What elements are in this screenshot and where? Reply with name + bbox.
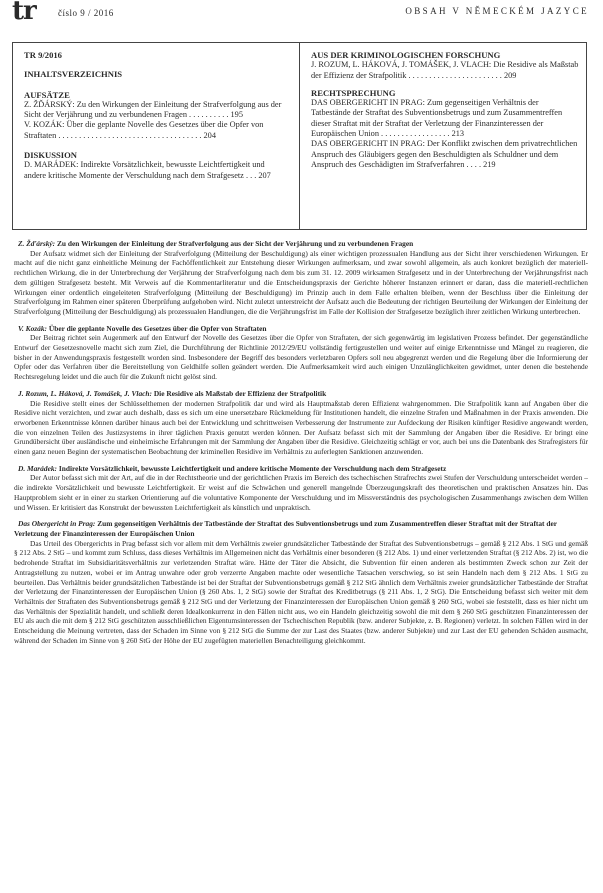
toc-entry: DAS OBERGERICHT IN PRAG: Der Konflikt zwischen dem privatrechtlichen Anspruch des Gläubigers gegen den Beschuldigten als Schuldner und dem Anspruch des Geschädigten im Strafverfahren . . . . 219 — [311, 139, 578, 169]
toc-entry: J. ROZUM, L. HÁKOVÁ, J. TOMÁŠEK, J. VLACH: Die Residive als Maßstab der Effizienz der Strafpolitik . . . . . . . . . . . . . . . . . . . . . . . 209 — [311, 60, 579, 80]
toc-left-column — [24, 50, 288, 181]
article-title — [14, 324, 588, 334]
article-author: Das Obergericht in Prag: — [18, 519, 96, 529]
article-title — [14, 519, 588, 538]
article-summaries — [14, 239, 588, 652]
toc-entry: Z. ŽĎÁRSKÝ: Zu den Wirkungen der Einleitung der Strafverfolgung aus der Sicht der Verjährung und zu verbundenen Fragen . . . . . . . . . . 195 — [24, 99, 282, 120]
toc-issue-id: TR 9/2016 — [24, 50, 62, 60]
article-title — [14, 464, 588, 474]
page-header — [0, 0, 603, 26]
issue-number: číslo 9 / 2016 — [58, 8, 114, 18]
toc-right-column — [311, 50, 579, 170]
article-author: D. Marádek: — [18, 463, 58, 473]
article-title-text: Indirekte Vorsätzlichkeit, bewusste Leichtfertigkeit und andere kritische Momente der Verschuldung nach dem Strafgesetz — [57, 463, 447, 473]
article-author: Z. Žďárský: — [18, 239, 56, 248]
article-title-text: Zu den Wirkungen der Einleitung der Strafverfolgung aus der Sicht der Verjährung und zu verbundenen Fragen — [55, 239, 414, 248]
toc-heading: INHALTSVERZEICHNIS — [24, 69, 123, 80]
article-author: V. Kozák: — [18, 323, 48, 333]
section-title: OBSAH V NĚMECKÉM JAZYCE — [405, 6, 589, 16]
article-title — [14, 239, 588, 249]
article-author: J. Rozum, L. Háková, J. Tomášek, J. Vlach: — [18, 388, 152, 398]
article-title — [14, 389, 588, 399]
toc-section-diskussion: DISKUSSION — [24, 150, 78, 161]
article-abstract: Das Urteil des Obergerichts in Prag befasst sich vor allem mit dem Verhältnis zweier grundsätzlicher Tatbestände der Straftat des Subventionsbetrugs – gemäß § 212 Abs. 1 StG und gemäß § 212 Abs. 2 StG – und kommt zum Schluss, dass dieses Verhältnis im Allgemeinen nicht das Verhältnis einer besonderen (§ 212 Abs. 1) und einer verletzenden Straftat (§ 212 Abs. 2) ist, wo die bedrohende Straftat im Subsidiaritätsverhältnis zur verletzenden Straftat wäre. Hätte der Täter die Absicht, die Subvention für einen anderen als bestimmten Zweck schon zur Zeit der Antragstellung zu nutzen, wobei er im Antrag unwahre oder grob verzerrte Angaben machte oder wesentliche Tatsachen verschwieg, so ist sein Handeln nach dem § 212 Abs. 1 StG zu beurteilen. Das Verhältnis beider grundsätzlichen Tatbestände ist bei der Straftat der Subventionsbetrugs gemäß § 212 StG ähnlich dem Verhältnis zweier grundsätzlicher Tatbestände der Straftat der Verletzung der Finanzinteressen der Europäischen Union (§ 260 Abs. 1, 2 StG) sowie der Straftat des Kreditbetrugs (§ 211 Abs. 1, 2 StG). Die Entscheidung befasst sich weiter mit dem Verhältnis der Straftaten des Subventionsbetrugs gemäß § 212 StG und der Verletzung der Finanzinteressen der Europäischen Union gemäß § 260 StG, wobei sie feststellt, dass es hier nicht um das Verhältnis der Spezialität handelt, und schließt deren Idealkonkurrenz in den Fällen nicht aus, wo ein Handeln gleichzeitig sowohl die mit dem § 260 StG geschützten Finanzinteressen der EU als auch die mit dem § 212 StG geschützten ausschließlichen Eigentumsinteressen der Tschechischen Republik (bzw. anderer Subjekte, z. B. Regionen) verletzt. In solchen Fällen wird in der Entscheidung die Meinung vertreten, dass der Schaden im Sinne von § 212 StG die Summe der zur Last des Staates (bzw. anderer Subjekte) und zur Last der EU gehenden Schäden ausmacht, während der Schaden im Sinne von § 260 StG der Höhe der EU zugefügten materiellen Benachteiligung gleichkommt. — [14, 538, 588, 645]
article-summary — [14, 324, 588, 382]
article-summary — [14, 519, 588, 645]
article-summary — [14, 239, 588, 317]
toc-section-rechtsprechung: RECHTSPRECHUNG — [311, 87, 396, 98]
article-title-text: Zum gegenseitigen Verhältnis der Tatbestände der Straftat des Subventionsbetrugs und zum Zusammentreffen dieser Straftat mit der Straftat der Verletzung der Finanzinteressen der Europäischen Union — [14, 519, 557, 538]
article-summary — [14, 389, 588, 457]
toc-section-kriminologie: AUS DER KRIMINOLOGISCHEN FORSCHUNG — [311, 50, 501, 60]
journal-logo: tr — [12, 0, 36, 26]
toc-entry: D. MARÁDEK: Indirekte Vorsätzlichkeit, bewusste Leichtfertigkeit und andere kritische Momente der Verschuldung nach dem Strafgesetz . . . 207 — [24, 160, 271, 180]
toc-entry: V. KOZÁK: Über die geplante Novelle des Gesetzes über die Opfer von Straftaten . . . . . . . . . . . . . . . . . . . . . . . . . . . . . . . . . . . 204 — [24, 120, 264, 140]
article-summary — [14, 464, 588, 513]
article-title-text: Über die geplante Novelle des Gesetzes über die Opfer von Straftaten — [47, 323, 267, 333]
article-title-text: Die Residive als Maßstab der Effizienz der Strafpolitik — [152, 388, 327, 398]
column-divider — [299, 43, 300, 229]
article-abstract: Der Autor befasst sich mit der Art, auf die in der Rechtstheorie und der gerichtlichen Praxis im Bereich des tschechischen Strafrechts zwei Stufen der Verschuldung unterscheidet werden – die indirekte Vorsätzlichkeit und bewusste Leichtfertigkeit. Er weist auf die Schwächen und generell mangelnde Überzeugungskraft des theoretischen und praktischen Ansatzes hin. Das Hauptproblem sieht er in einer zu starken Orientierung auf die voluntative Komponente der Verschuldung und im Missverständnis des psychologischen Zusammenhangs zwischen dem Willen und Wissen. Er kritisiert das Konstrukt der bewussten Leichtfertigkeit als künstlich und unpraktisch. — [14, 473, 588, 512]
toc-entry: DAS OBERGERICHT IN PRAG: Zum gegenseitigen Verhältnis der Tatbestände der Straftat des Subventionsbetrugs und zum Zusammentreffen dieser Straftat mit der Straftat der Verletzung der Finanzinteressen der Europäischen Union . . . . . . . . . . . . . . . . . 213 — [311, 98, 563, 139]
table-of-contents — [12, 42, 587, 230]
article-abstract: Die Residive stellt eines der Schlüsselthemen der modernen Strafpolitik dar und wird als Hauptmaßstab deren Effizienz wahrgenommen. Die Strafpolitik kann auf Angaben über die Residive nicht verzichten, und zwar auch deshalb, dass es sich um eine unersetzbare Rückmeldung für Institutionen handelt, die einzelne Strafen und Maßnahmen in der Praxis anwenden. Die erworbenen Erkenntnisse können darüber hinaus auch bei der Entwicklung und schrittweisen Verbesserung der Instrumente zur Aufdeckung der Risiken künftiger Residive angewandt werden, die von einzelnen Teilen des Justizsystems in ihrer täglichen Praxis genutzt werden können. Der Aufsatz befasst sich mit der Sammlung der Angaben über die Residive. Er bringt eine Grundübersicht über ausländische und einheimische Erfahrungen mit der Sammlung der Angaben über die Residive. Gleichzeitig schlägt er vor, auch bei uns die Datenbank des Strafregisters für einen ganz neuen Beginn der systematischen Beobachtung der kriminellen Residive im Verhältnis zu auferlegten Sanktionen anzuwenden. — [14, 398, 588, 457]
toc-section-aufsaetze: AUFSÄTZE — [24, 89, 70, 100]
article-abstract: Der Aufsatz widmet sich der Einleitung der Strafverfolgung (Mitteilung der Beschuldigung) als einer wichtigen prozessualen Handlung aus der Sicht ihrer verschiedenen Wirkungen. Er macht auf die nicht ganz einheitliche Meinung der Fachöffentlichkeit zur Entstehung dieser Wirkungen aufmerksam, und zwar sowohl allgemein, als auch konkret bezüglich der materiell-rechtlichen Wirkung, die in der Unterbrechung der Verjährung der Strafverfolgung nach dem bis zum 31. 12. 2009 wirksamen Strafgesetz und in der Unterbrechung der Verjährungsfrist nach dem gültigen Strafgesetz besteht. Mit Verweis auf die Kommentarliteratur und die Entscheidungspraxis der Gerichte höherer Instanzen erinnert er daran, dass die materiell-rechtlichen Wirkungen einer ordentlich eingeleiteten Strafverfolgung (Mitteilung der Beschuldigung) im Prinzip auch in dem Falle erhalten bleiben, wenn der Beschluss über die Einleitung der Strafverfolgung im Rahmen einer späteren Überprüfung aufgehoben wird. Nicht zuletzt unterstreicht der Aufsatz auch die Bedeutung der richtigen Beurteilung der Wirkungen der Einleitung der Strafverfolgung (Mitteilung der Beschuldigung) als prozessualen Handlungen, die die Verjährungsfrist im Falle der Kollision der Strafgesetze bezüglich ihrer zeitlichen Wirkung unterbrechen. — [14, 248, 588, 316]
article-abstract: Der Beitrag richtet sein Augenmerk auf den Entwurf der Novelle des Gesetzes über die Opfer von Straftaten, der sich gegenwärtig im legislativen Prozess befindet. Der gegenständliche Entwurf der Gesetzesnovelle macht sich zum Ziel, die Durchführung der Richtlinie 2012/29/EU vollständig fertigzustellen und weiter auf einige Erkenntnisse und Mängel zu reagieren, die bisher in der Anwendungspraxis festgestellt worden sind. Insbesondere der Begriff des besonders verletzbaren Opfers soll neu abgegrenzt werden und die Regelung über die Informierung der Opfer oder das Verfahren über die Bereitstellung von Geldhilfe sollen geändert werden. Die Aufmerksamkeit wird auch einigen Unzulänglichkeiten gewidmet, unter denen die bestehende Rechtsregelung leidet und die auch für die Zukunft nicht gelöst sind. — [14, 333, 588, 382]
